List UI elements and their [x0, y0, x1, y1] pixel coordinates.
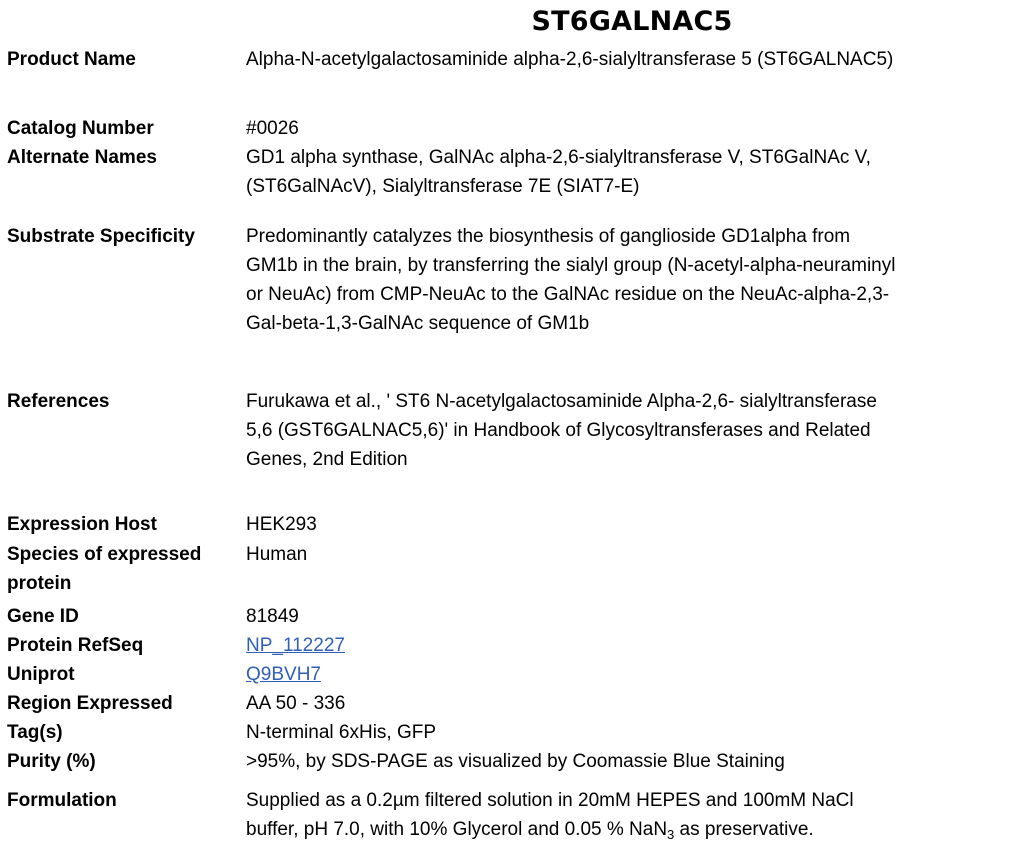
label-product-name: Product Name [7, 49, 136, 70]
formulation-text-end: as preservative. [674, 819, 814, 840]
substrate-line: or NeuAc) from CMP-NeuAc to the GalNAc residue on the NeuAc-alpha-2,3- [246, 284, 890, 305]
label-formulation: Formulation [7, 790, 117, 811]
label-protein-refseq: Protein RefSeq [7, 635, 144, 656]
label-expression-host: Expression Host [7, 514, 157, 535]
label-tags: Tag(s) [7, 722, 63, 743]
formulation-line: Supplied as a 0.2µm filtered solution in 20mM HEPES and 100mM NaCl [246, 790, 854, 811]
label-region-expressed: Region Expressed [7, 693, 173, 714]
value-tags: N-terminal 6xHis, GFP [246, 722, 437, 743]
label-species [7, 540, 243, 598]
label-substrate-specificity: Substrate Specificity [7, 226, 195, 247]
label-gene-id: Gene ID [7, 606, 79, 627]
value-references [246, 387, 1016, 474]
value-catalog-number: #0026 [246, 118, 299, 139]
page-title: ST6GALNAC5 [531, 6, 733, 37]
label-references: References [7, 391, 110, 412]
formulation-text: buffer, pH 7.0, with 10% Glycerol and 0.05 % NaN [246, 819, 668, 840]
substrate-line: Gal-beta-1,3-GalNAc sequence of GM1b [246, 313, 590, 334]
value-gene-id: 81849 [246, 606, 299, 627]
alternate-names-line: (ST6GalNAcV), Sialyltransferase 7E (SIAT7-E) [246, 176, 640, 197]
value-protein-refseq [246, 631, 1016, 660]
label-purity: Purity (%) [7, 751, 96, 772]
references-line: 5,6 (GST6GALNAC5,6)' in Handbook of Glycosyltransferases and Related [246, 420, 871, 441]
uniprot-link[interactable]: Q9BVH7 [246, 664, 321, 685]
substrate-line: Predominantly catalyzes the biosynthesis of ganglioside GD1alpha from [246, 226, 851, 247]
label-alternate-names: Alternate Names [7, 147, 157, 168]
label-species-line: Species of expressed [7, 544, 202, 565]
formulation-subscript: 3 [667, 827, 675, 842]
references-line: Furukawa et al., ' ST6 N-acetylgalactosaminide Alpha-2,6- sialyltransferase [246, 391, 877, 412]
label-catalog-number: Catalog Number [7, 118, 154, 139]
value-expression-host: HEK293 [246, 514, 317, 535]
value-alternate-names [246, 143, 1016, 201]
value-region-expressed: AA 50 - 336 [246, 693, 346, 714]
alternate-names-line: GD1 alpha synthase, GalNAc alpha-2,6-sialyltransferase V, ST6GalNAc V, [246, 147, 871, 168]
substrate-line: GM1b in the brain, by transferring the sialyl group (N-acetyl-alpha-neuraminyl [246, 255, 896, 276]
label-species-line: protein [7, 573, 72, 594]
value-species: Human [246, 544, 308, 565]
refseq-link[interactable]: NP_112227 [246, 635, 345, 656]
value-uniprot [246, 660, 1016, 689]
value-formulation [246, 786, 1016, 844]
value-product-name: Alpha-N-acetylgalactosaminide alpha-2,6-sialyltransferase 5 (ST6GALNAC5) [246, 49, 894, 70]
label-uniprot: Uniprot [7, 664, 75, 685]
references-line: Genes, 2nd Edition [246, 449, 408, 470]
value-substrate-specificity [246, 222, 1016, 338]
value-purity: >95%, by SDS-PAGE as visualized by Coomassie Blue Staining [246, 751, 785, 772]
formulation-line-2 [246, 815, 1016, 844]
